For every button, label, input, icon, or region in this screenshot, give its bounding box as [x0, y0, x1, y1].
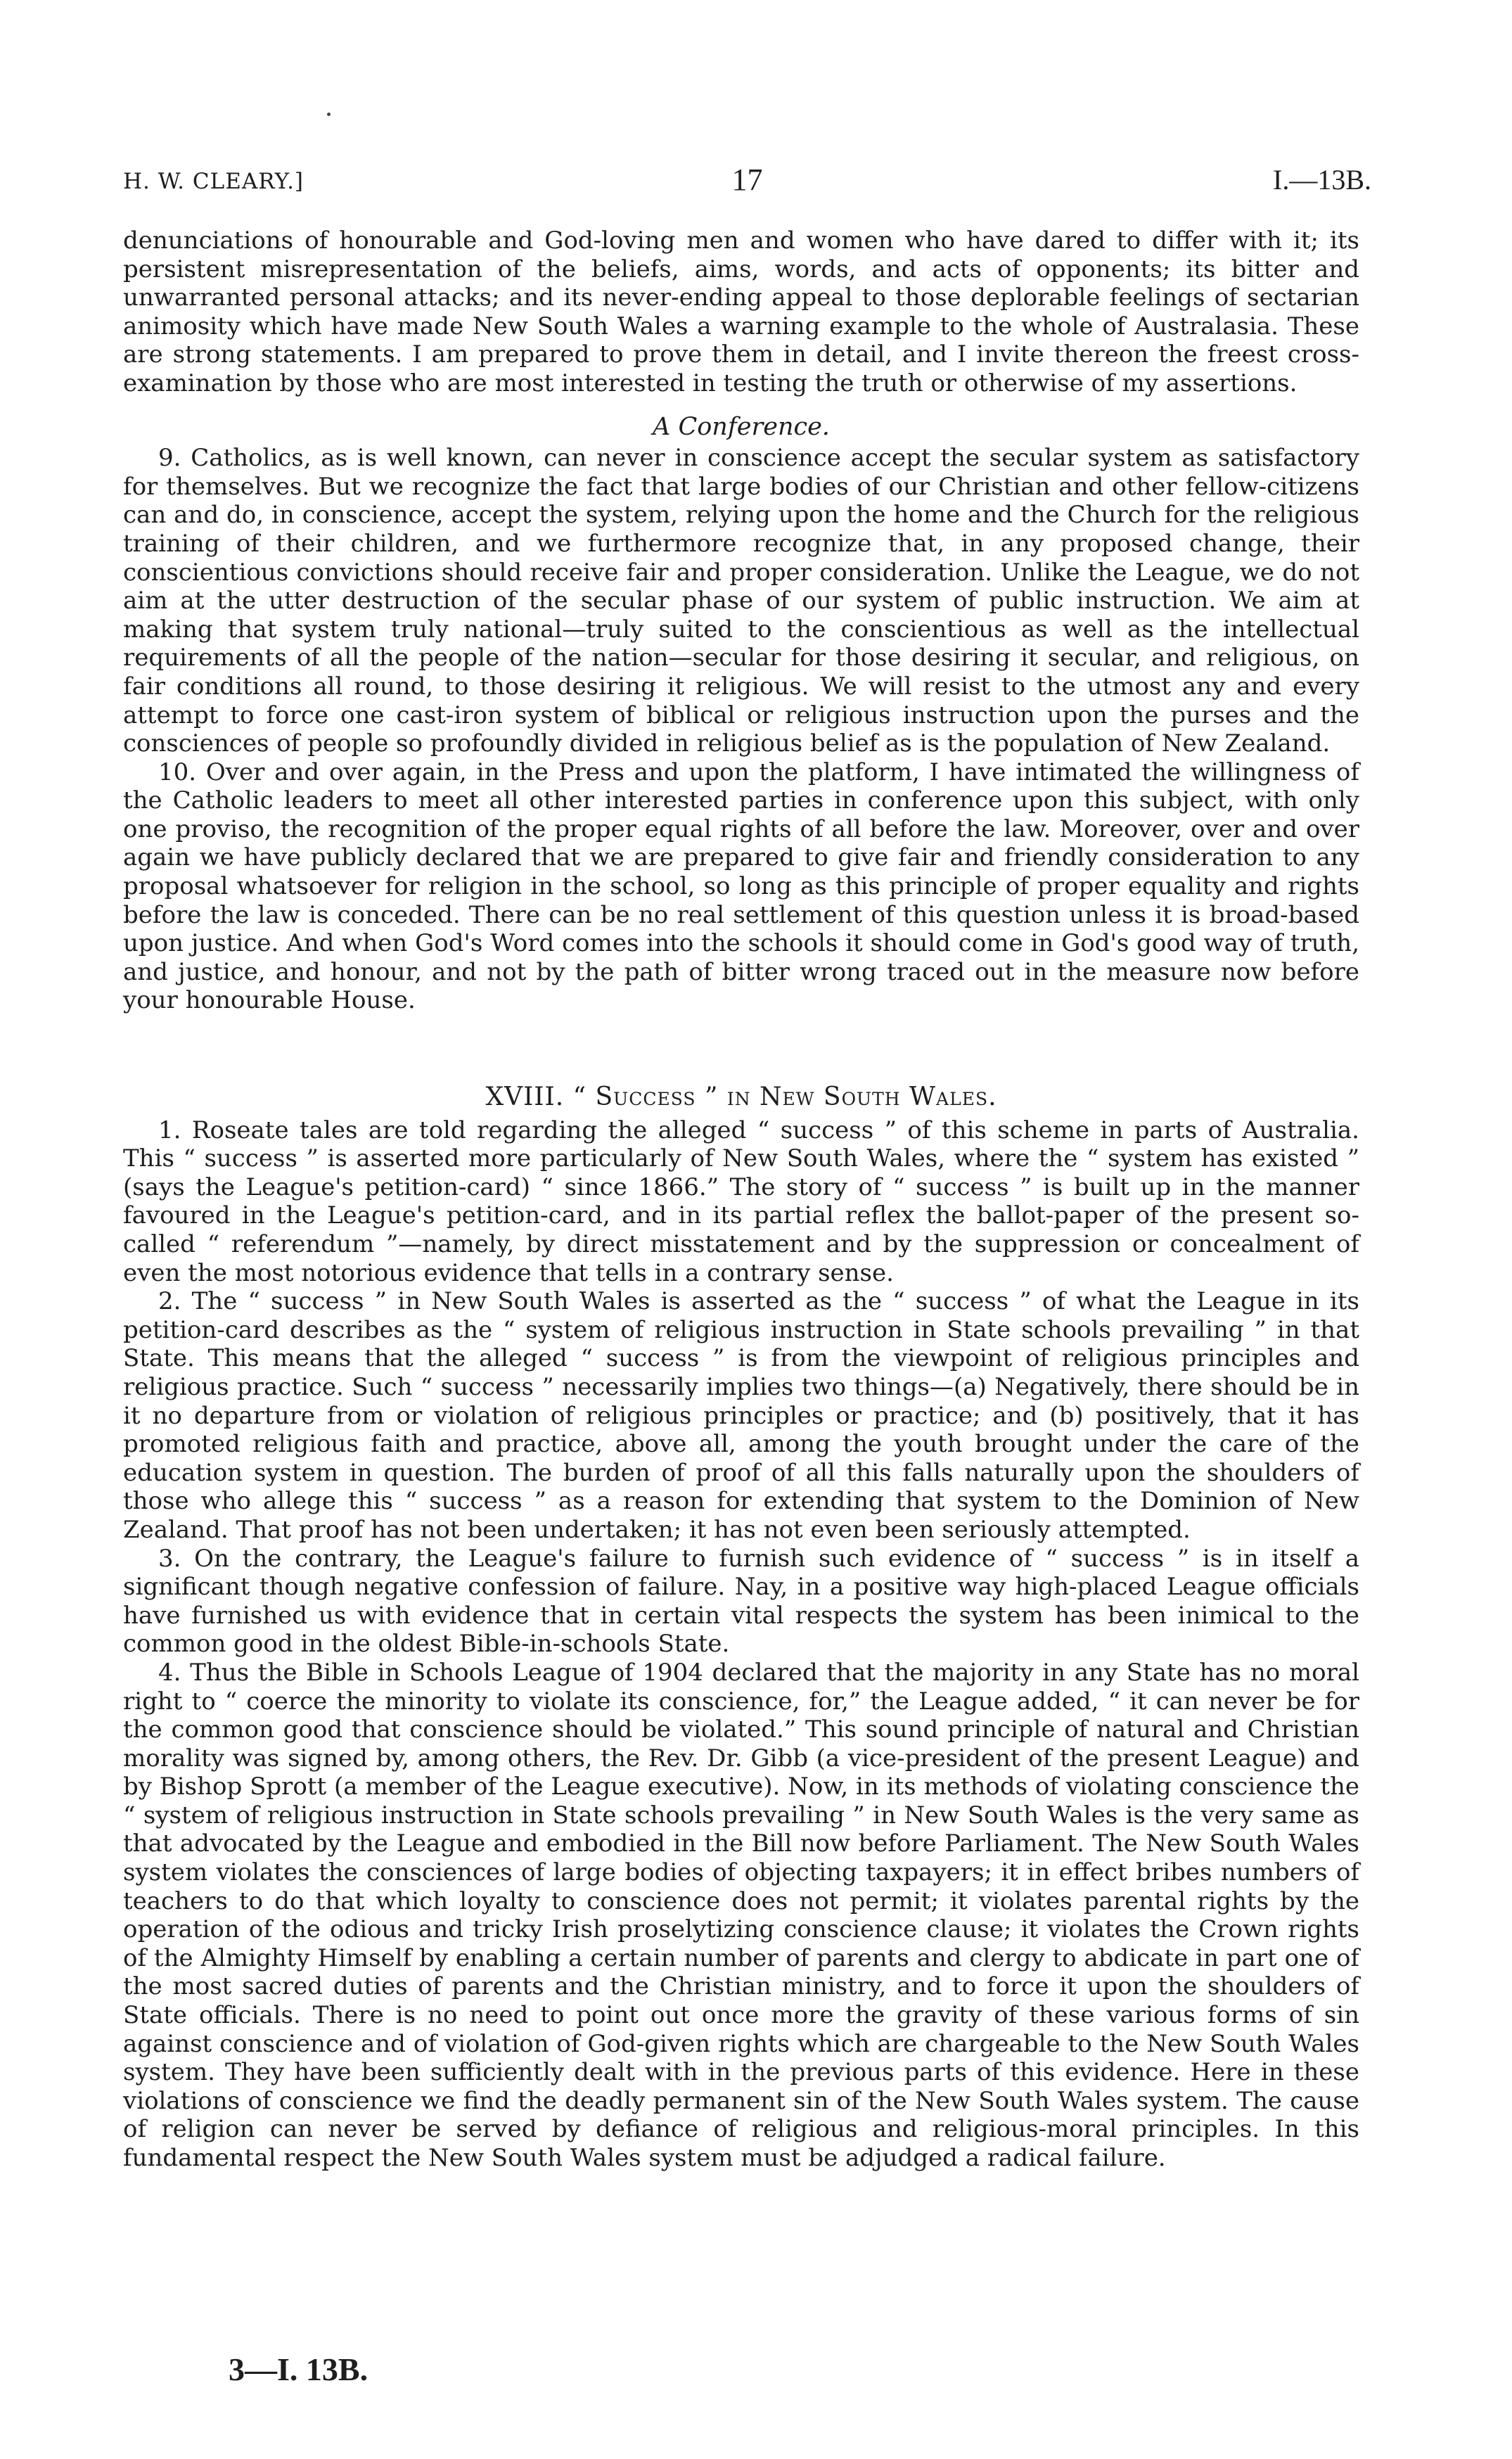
paragraph-10: 10. Over and over again, in the Press and upon the platform, I have intimated the willingness of the Catholic leaders to meet all other interested parties in conference upon this subject, with only one proviso, the recognition of the proper equal rights of all before the law. Moreover, over and over again we have publicly declared that we are prepared to give fair and friendly consideration to any proposal whatsoever for religion in the school, so long as this principle of proper equality and rights before the law is conceded. There can be no real settlement of this question unless it is broad-based upon justice. And when God's Word comes into the schools it should come in God's good way of truth, and justice, and honour, and not by the path of bitter wrong traced out in the measure now before your honourable House.: [123, 758, 1359, 1015]
ink-speck: [327, 113, 331, 116]
subheading-conference: A Conference.: [653, 412, 830, 441]
header-author: H. W. CLEARY.]: [123, 169, 305, 194]
body-text: [123, 226, 1359, 2173]
section-paragraph-3: 3. On the contrary, the League's failure to furnish such evidence of “ success ” is in itself a significant though negative confession of failure. Nay, in a positive way high-placed League officials have furnished us with evidence that in certain vital respects the system has been inimical to the common good in the oldest Bible-in-schools State.: [123, 1544, 1359, 1659]
paragraph-continuation: denunciations of honourable and God-loving men and women who have dared to differ with it; its persistent misrepresentation of the beliefs, aims, words, and acts of opponents; its bitter and unwarranted personal attacks; and its never-ending appeal to those deplorable feelings of sectarian animosity which have made New South Wales a warning example to the whole of Australasia. These are strong statements. I am prepared to prove them in detail, and I invite thereon the freest cross-examination by those who are most interested in testing the truth or otherwise of my assertions.: [123, 226, 1359, 397]
paragraph-9: 9. Catholics, as is well known, can never in conscience accept the secular system as satisfactory for themselves. But we recognize the fact that large bodies of our Christian and other fellow-citizens can and do, in conscience, accept the system, relying upon the home and the Church for the religious training of their children, and we furthermore recognize that, in any proposed change, their conscientious convictions should receive fair and proper consideration. Unlike the League, we do not aim at the utter destruction of the secular phase of our system of public instruction. We aim at making that system truly national—truly suited to the conscientious as well as the intellectual requirements of all the people of the nation—secular for those desiring it secular, and religious, on fair conditions all round, to those desiring it religious. We will resist to the utmost any and every attempt to force one cast-iron system of biblical or religious instruction upon the purses and the consciences of people so profoundly divided in religious belief as is the population of New Zealand.: [123, 444, 1359, 758]
page-number: 17: [731, 162, 763, 197]
section-paragraph-4: 4. Thus the Bible in Schools League of 1904 declared that the majority in any State has no moral right to “ coerce the minority to violate its conscience, for,” the League added, “ it can never be for the common good that conscience should be violated.” This sound principle of natural and Christian morality was signed by, among others, the Rev. Dr. Gibb (a vice-president of the present League) and by Bishop Sprott (a member of the League executive). Now, in its methods of violating conscience the “ system of religious instruction in State schools prevailing ” in New South Wales is the very same as that advocated by the League and embodied in the Bill now before Parliament. The New South Wales system violates the consciences of large bodies of objecting taxpayers; it in effect bribes numbers of teachers to do that which loyalty to conscience does not permit; it violates parental rights by the operation of the odious and tricky Irish proselytizing conscience clause; it violates the Crown rights of the Almighty Himself by enabling a certain number of parents and clergy to abdicate in part one of the most sacred duties of parents and the Christian ministry, and to force it upon the shoulders of State officials. There is no need to point out once more the gravity of these various forms of sin against conscience and of violation of God-given rights which are chargeable to the New South Wales system. They have been sufficiently dealt with in the previous parts of this evidence. Here in these violations of conscience we find the deadly permanent sin of the New South Wales system. The cause of religion can never be served by defiance of religious and religious-moral principles. In this fundamental respect the New South Wales system must be adjudged a radical failure.: [123, 1658, 1359, 2172]
running-header: [123, 159, 1371, 201]
section-heading-xviii: XVIII. “ Success ” in New South Wales.: [485, 1082, 997, 1112]
section-paragraph-2: 2. The “ success ” in New South Wales is asserted as the “ success ” of what the League in its petition-card describes as the “ system of religious instruction in State schools prevailing ” in that State. This means that the alleged “ success ” is from the viewpoint of religious principles and religious practice. Such “ success ” necessarily implies two things—(a) Negatively, there should be in it no departure from or violation of religious principles or practice; and (b) positively, that it has promoted religious faith and practice, above all, among the youth brought under the care of the education system in question. The burden of proof of all this falls naturally upon the shoulders of those who allege this “ success ” as a reason for extending that system to the Dominion of New Zealand. That proof has not been undertaken; it has not even been seriously attempted.: [123, 1287, 1359, 1544]
section-paragraph-1: 1. Roseate tales are told regarding the alleged “ success ” of this scheme in parts of Australia. This “ success ” is asserted more particularly of New South Wales, where the “ system has existed ” (says the League's petition-card) “ since 1866.” The story of “ success ” is built up in the manner favoured in the League's petition-card, and in its partial reflex the ballot-paper of the present so-called “ referendum ”—namely, by direct misstatement and by the suppression or concealment of even the most notorious evidence that tells in a contrary sense.: [123, 1116, 1359, 1287]
signature-mark: 3—I. 13B.: [229, 2351, 369, 2387]
header-paper-ref: I.—13B.: [1273, 164, 1371, 196]
